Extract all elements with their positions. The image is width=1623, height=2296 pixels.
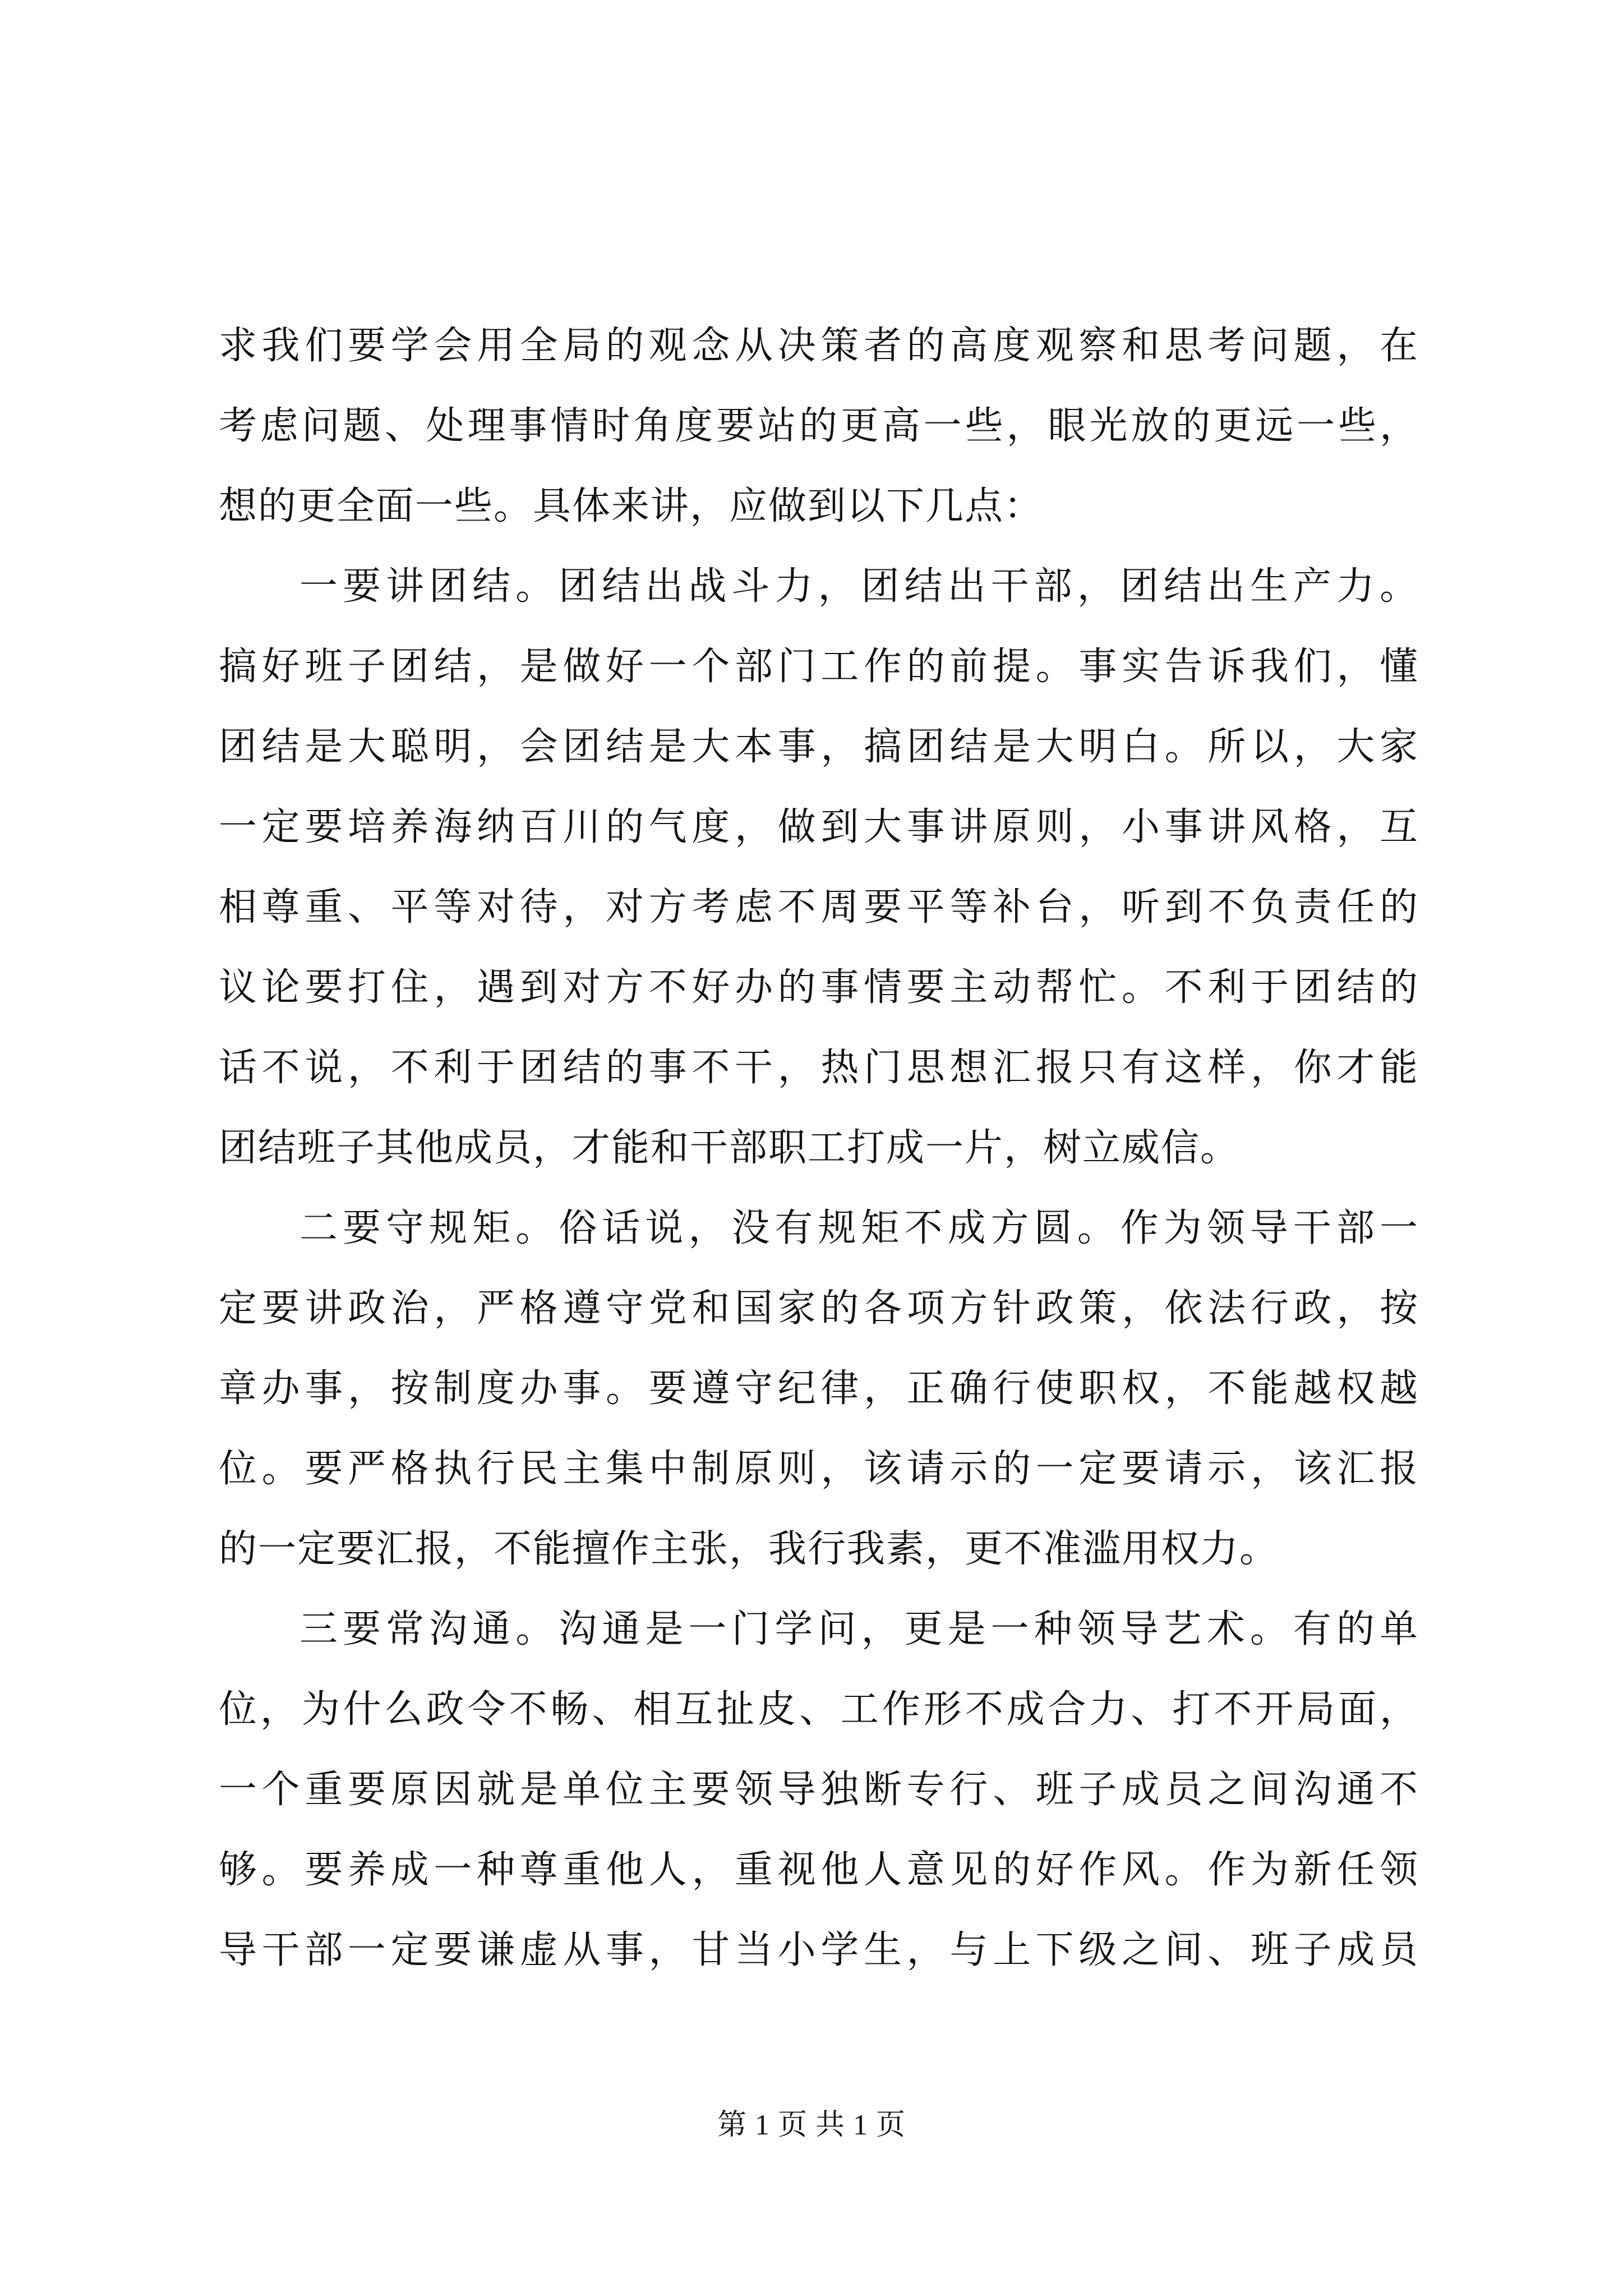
text-line: 定要讲政治，严格遵守党和国家的各项方针政策，依法行政，按 <box>219 1286 1419 1331</box>
text-line: 团结是大聪明，会团结是大本事，搞团结是大明白。所以，大家 <box>219 725 1419 769</box>
text-line: 团结班子其他成员，才能和干部职工打成一片，树立威信。 <box>219 1126 1240 1170</box>
text-line: 的一定要汇报，不能擅作主张，我行我素，更不准滥用权力。 <box>219 1527 1279 1571</box>
document-body <box>219 306 1419 1990</box>
page-footer: 第 1 页 共 1 页 <box>717 2109 906 2141</box>
text-line: 一个重要原因就是单位主要领导独断专行、班子成员之间沟通不 <box>219 1768 1419 1812</box>
text-line: 想的更全面一些。具体来讲，应做到以下几点： <box>219 484 1044 528</box>
paragraph <box>219 1188 1419 1589</box>
text-line: 章办事，按制度办事。要遵守纪律，正确行使职权，不能越权越 <box>219 1366 1419 1411</box>
paragraph <box>219 306 1419 546</box>
text-line: 位。要严格执行民主集中制原则，该请示的一定要请示，该汇报 <box>219 1447 1419 1491</box>
text-line: 考虑问题、处理事情时角度要站的更高一些，眼光放的更远一些， <box>219 404 1419 448</box>
text-line: 话不说，不利于团结的事不干，热门思想汇报只有这样，你才能 <box>219 1046 1419 1090</box>
text-line: 相尊重、平等对待，对方考虑不周要平等补台，听到不负责任的 <box>219 885 1419 930</box>
text-line: 位，为什么政令不畅、相互扯皮、工作形不成合力、打不开局面， <box>219 1687 1419 1732</box>
text-line: 议论要打住，遇到对方不好办的事情要主动帮忙。不利于团结的 <box>219 965 1419 1010</box>
text-line: 导干部一定要谦虚从事，甘当小学生，与上下级之间、班子成员 <box>219 1928 1419 1972</box>
text-line: 够。要养成一种尊重他人，重视他人意见的好作风。作为新任领 <box>219 1848 1419 1892</box>
paragraph <box>219 1589 1419 1990</box>
text-line: 二要守规矩。俗话说，没有规矩不成方圆。作为领导干部一 <box>299 1206 1419 1250</box>
text-line: 搞好班子团结，是做好一个部门工作的前提。事实告诉我们，懂 <box>219 645 1419 689</box>
text-line: 一定要培养海纳百川的气度，做到大事讲原则，小事讲风格，互 <box>219 805 1419 849</box>
text-line: 求我们要学会用全局的观念从决策者的高度观察和思考问题，在 <box>219 324 1419 368</box>
text-line: 一要讲团结。团结出战斗力，团结出干部，团结出生产力。 <box>299 564 1419 609</box>
text-line: 三要常沟通。沟通是一门学问，更是一种领导艺术。有的单 <box>299 1607 1419 1651</box>
paragraph <box>219 546 1419 1188</box>
